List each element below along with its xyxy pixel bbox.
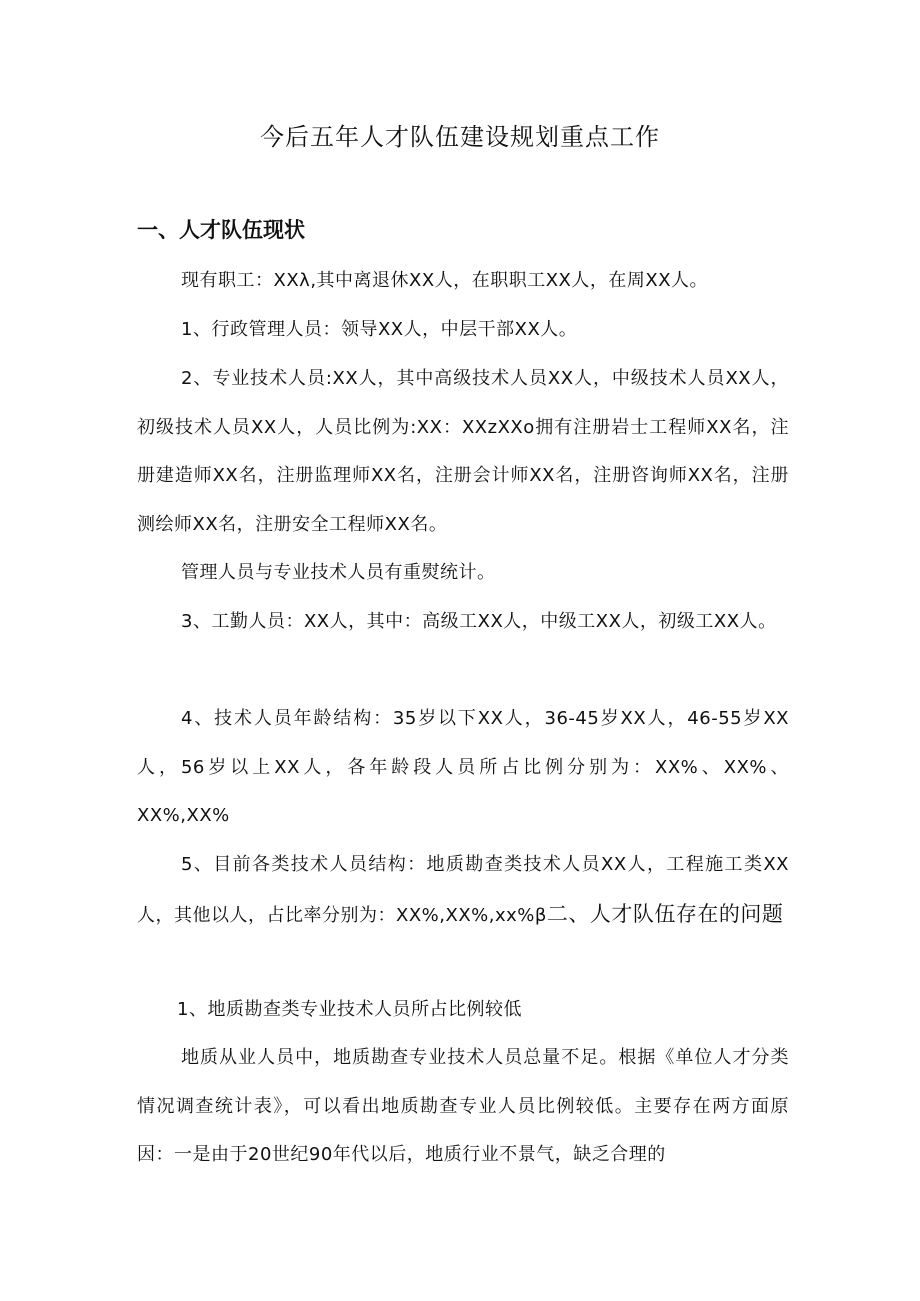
paragraph-geology-shortage: 地质从业人员中，地质勘查专业技术人员总量不足。根据《单位人才分类情况调查统计表》，可以看出地质勘查专业人员比例较低。主要存在两方面原因：一是由于20世纪90年代以后，地质行业不景气，缺乏合理的: [137, 1047, 789, 1165]
paragraph-tech-structure: [137, 841, 789, 940]
section-heading-problems: 二、人才队伍存在的: [546, 901, 741, 926]
paragraph-admin-staff: 1、行政管理人员：领导XX人，中层干部XX人。: [181, 319, 578, 340]
paragraph-staff-total: 现有职工：XXλ,其中离退休XX人，在职职工XX人，在周XX人。: [181, 270, 709, 291]
paragraph-duplicate-count: 管理人员与专业技术人员有重熨统计。: [181, 562, 496, 583]
paragraph-age-structure: 4、技术人员年龄结构：35岁以下XX人，36-45岁XX人，46-55岁XX人，56岁以上XX人，各年龄段人员所占比例分别为：XX%、XX%、XX%,XX%: [137, 708, 789, 826]
subheading-geology-ratio: 1、地质勘查类专业技术人员所占比例较低: [177, 999, 522, 1020]
paragraph-technical-staff: 2、专业技术人员:XX人，其中高级技术人员XX人，中级技术人员XX人，初级技术人员XX人，人员比例为:XX：XXzXXo拥有注册岩士工程师XX名，注册建造师XX名，注册监理师XX名，注册会计师XX名，注册咨询师XX名，注册测绘师XX名，注册安全工程师XX名。: [137, 368, 789, 535]
document-title: 今后五年人才队伍建设规划重点工作: [260, 123, 660, 151]
tech-structure-text: 5、目前各类技术人员结构：地质勘查类技术人员XX人，工程施工类XX人，其他以人，占比率分别为：XX%,XX%,xx%β: [137, 854, 789, 926]
section-heading-status: 一、人才队伍现状: [137, 218, 305, 242]
section-heading-problems-cont: 问题: [740, 901, 784, 926]
paragraph-workers: 3、工勤人员：XX人，其中：高级工XX人，中级工XX人，初级工XX人。: [181, 611, 777, 632]
